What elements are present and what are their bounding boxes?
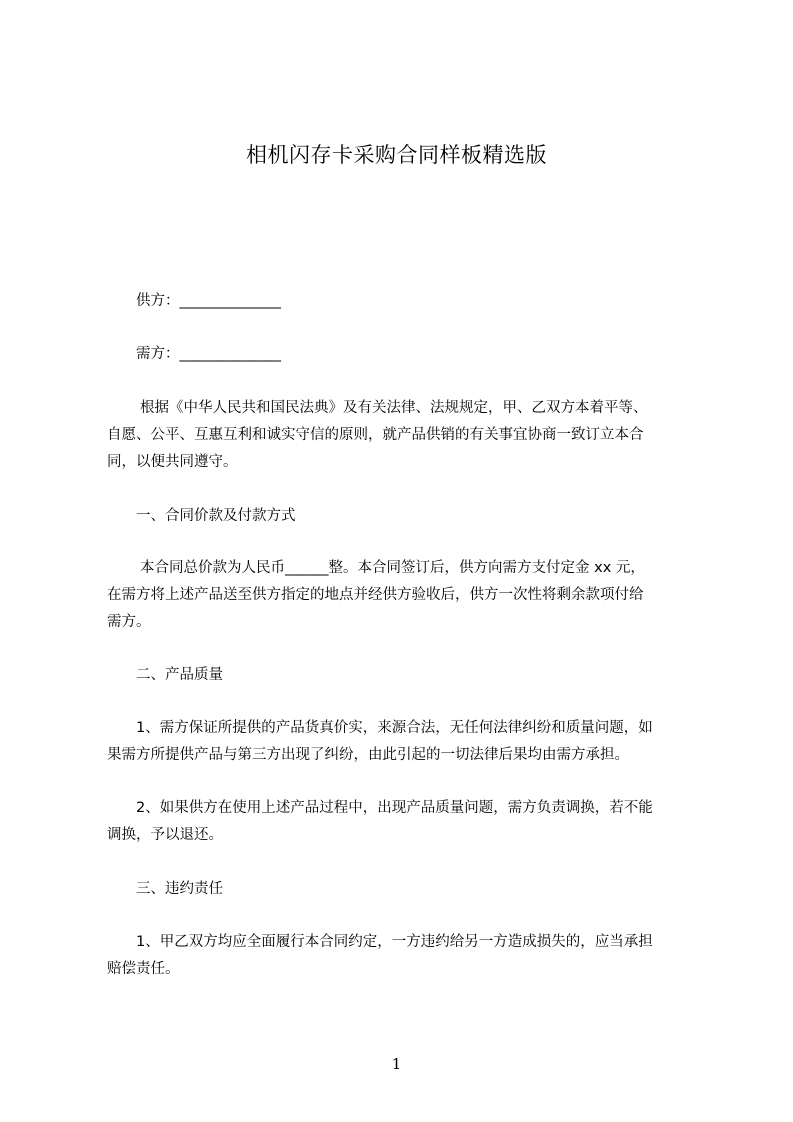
section-2-item-1-line-2: 果需方所提供产品与第三方出现了纠纷，由此引起的一切法律后果均由需方承担。 bbox=[107, 747, 629, 763]
section-2-heading: 二、产品质量 bbox=[136, 667, 223, 683]
intro-line-2: 自愿、公平、互惠互利和诚实守信的原则，就产品供销的有关事宜协商一致订立本合 bbox=[107, 427, 644, 443]
section-1-line-2: 在需方将上述产品送至供方指定的地点并经供方验收后，供方一次性将剩余款项付给 bbox=[107, 587, 644, 603]
intro-line-3: 同，以便共同遵守。 bbox=[107, 454, 238, 470]
section-2-item-2-line-1: 2、如果供方在使用上述产品过程中，出现产品质量问题，需方负责调换，若不能 bbox=[136, 800, 653, 816]
section-3-item-1-line-1: 1、甲乙双方均应全面履行本合同约定，一方违约给另一方造成损失的，应当承担 bbox=[136, 934, 653, 950]
section-3-item-1-line-2: 赔偿责任。 bbox=[107, 961, 180, 977]
section-3-heading: 三、违约责任 bbox=[136, 881, 223, 897]
supplier-line: 供方：______________ bbox=[136, 293, 281, 309]
document-title: 相机闪存卡采购合同样板精选版 bbox=[246, 143, 547, 167]
section-1-line-1: 本合同总价款为人民币______整。本合同签订后，供方向需方支付定金 xx 元， bbox=[140, 560, 645, 576]
section-2-item-1-line-1: 1、需方保证所提供的产品货真价实，来源合法，无任何法律纠纷和质量问题，如 bbox=[136, 720, 653, 736]
intro-line-1: 根据《中华人民共和国民法典》及有关法律、法规规定，甲、乙双方本着平等、 bbox=[140, 400, 648, 416]
buyer-line: 需方：______________ bbox=[136, 346, 281, 362]
page-number: 1 bbox=[391, 1055, 402, 1073]
section-2-item-2-line-2: 调换，予以退还。 bbox=[107, 827, 223, 843]
section-1-heading: 一、合同价款及付款方式 bbox=[136, 508, 296, 524]
section-1-line-3: 需方。 bbox=[107, 614, 151, 630]
